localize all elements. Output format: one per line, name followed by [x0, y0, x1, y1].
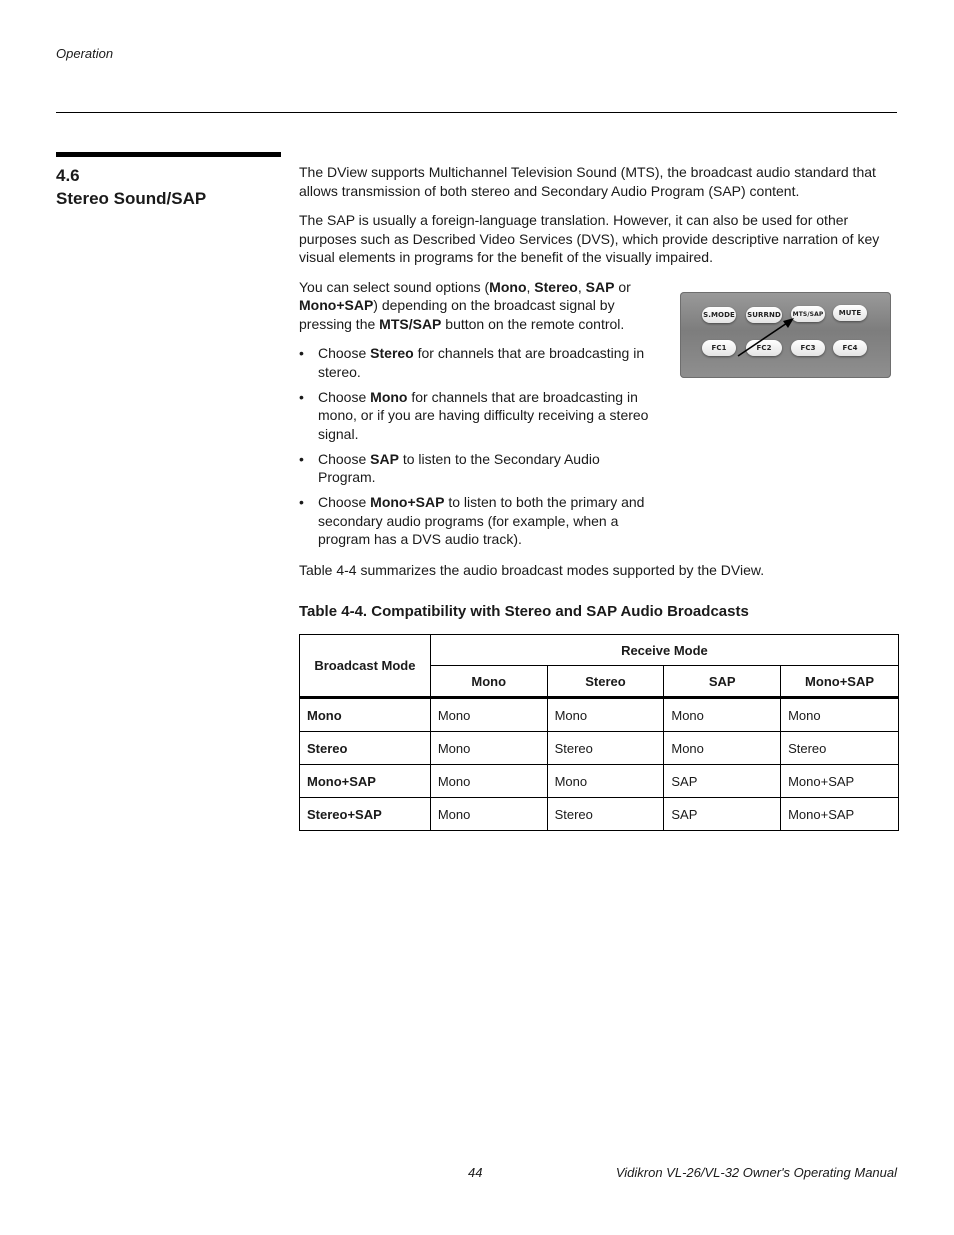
bold-run: Stereo	[534, 278, 578, 295]
table-row	[300, 732, 899, 765]
text-run: ,	[577, 278, 586, 295]
table-cell: Mono	[430, 732, 547, 765]
section-bar	[56, 152, 281, 157]
bullet-list	[299, 344, 661, 549]
table-group-header: Receive Mode	[430, 635, 898, 666]
bullet-glyph: •	[299, 388, 304, 405]
bold-run: Mono	[489, 278, 527, 295]
compatibility-table	[299, 634, 899, 831]
table-cell: Mono	[664, 732, 781, 765]
header-rule	[56, 112, 897, 113]
text-run: for channels that are broadcasting in stereo.	[318, 345, 645, 380]
text-run: to listen to the Secondary Audio Program.	[318, 450, 600, 485]
table-cell: SAP	[664, 765, 781, 798]
table-corner-header: Broadcast Mode	[300, 635, 431, 698]
table-cell: Mono	[430, 798, 547, 831]
table-cell: Mono	[781, 698, 899, 732]
column-header: Mono	[430, 666, 547, 698]
paragraph-mts: The DView supports Multichannel Television Sound (MTS), the broadcast audio standard that allows transmission of both stereo and Secondary Audio Program (SAP) content.	[299, 164, 876, 199]
table-row	[300, 765, 899, 798]
table-row	[300, 698, 899, 732]
remote-button-fc3: FC3	[791, 340, 825, 356]
table-cell: Mono	[430, 765, 547, 798]
table-cell: Stereo	[547, 798, 664, 831]
text-run: for channels that are broadcasting in mono, or if you are having difficulty receiving a stereo signal.	[318, 388, 649, 442]
paragraph-sap: The SAP is usually a foreign-language translation. However, it can also be used for other purposes such as Described Video Services (DVS), which provide descriptive narration of key visual elements in programs for the benefit of the visually impaired.	[299, 212, 880, 265]
page-number: 44	[468, 1165, 483, 1180]
bullet-glyph: •	[299, 345, 304, 361]
section-title: Stereo Sound/SAP	[56, 189, 207, 208]
bold-run: SAP	[585, 278, 615, 295]
text-run: or	[614, 278, 631, 295]
table-cell: Mono	[547, 765, 664, 798]
table-cell: Mono+SAP	[781, 765, 899, 798]
bold-run: SAP	[370, 450, 399, 467]
table-cell: Mono	[430, 698, 547, 732]
row-header: Stereo+SAP	[300, 798, 431, 831]
section-number: 4.6	[56, 166, 80, 185]
text-run: Choose	[318, 494, 371, 510]
paragraph-sound-options	[299, 278, 661, 334]
paragraph-table-intro: Table 4-4 summarizes the audio broadcast modes supported by the DView.	[299, 561, 765, 578]
table-row	[300, 798, 899, 831]
remote-button-mute: MUTE	[833, 305, 867, 321]
remote-button-fc2: FC2	[746, 340, 782, 356]
table-cell: Mono	[664, 698, 781, 732]
row-header: Stereo	[300, 732, 431, 765]
bold-run: Mono	[370, 388, 408, 405]
list-item	[299, 450, 661, 487]
text-run: to listen to both the primary and secondary audio programs (for example, when a program has a DVS audio track).	[318, 494, 645, 547]
column-header: Stereo	[547, 666, 664, 698]
row-header: Mono	[300, 698, 431, 732]
bold-run: Stereo	[370, 345, 414, 361]
table-cell: Mono	[547, 698, 664, 732]
table-cell: Mono+SAP	[781, 798, 899, 831]
text-run: Choose	[318, 388, 371, 405]
remote-button-fc4: FC4	[833, 340, 867, 356]
bold-run: MTS/SAP	[379, 315, 442, 332]
text-run: ,	[526, 278, 535, 295]
remote-button-fc1: FC1	[702, 340, 736, 356]
text-run: Choose	[318, 450, 371, 467]
table-cell: Stereo	[781, 732, 899, 765]
text-run: button on the remote control.	[441, 315, 625, 332]
text-run: Choose	[318, 345, 371, 361]
column-header: Mono+SAP	[781, 666, 899, 698]
text-run: ) depending on the broadcast signal by pressing the	[299, 297, 615, 332]
manual-title: Vidikron VL-26/VL-32 Owner's Operating Manual	[615, 1165, 897, 1180]
list-item	[299, 344, 661, 381]
bullet-glyph: •	[299, 450, 304, 467]
remote-button-mts-sap: MTS/SAP	[791, 306, 825, 322]
pointer-arrow-icon	[680, 292, 891, 378]
row-header: Mono+SAP	[300, 765, 431, 798]
list-item	[299, 388, 661, 444]
list-item	[299, 493, 661, 549]
remote-control-illustration	[680, 292, 891, 378]
bold-run: Mono+SAP	[370, 494, 445, 510]
bold-run: Mono+SAP	[299, 297, 374, 313]
table-cell: Stereo	[547, 732, 664, 765]
remote-button-surrnd: SURRND	[746, 307, 782, 323]
table-caption: Table 4-4. Compatibility with Stereo and SAP Audio Broadcasts	[299, 603, 749, 620]
column-header: SAP	[664, 666, 781, 698]
running-head: Operation	[56, 46, 114, 61]
bullet-glyph: •	[299, 494, 304, 510]
text-run: You can select sound options (	[299, 278, 490, 295]
remote-button-smode: S.MODE	[702, 307, 736, 323]
table-cell: SAP	[664, 798, 781, 831]
section-heading	[56, 164, 206, 210]
